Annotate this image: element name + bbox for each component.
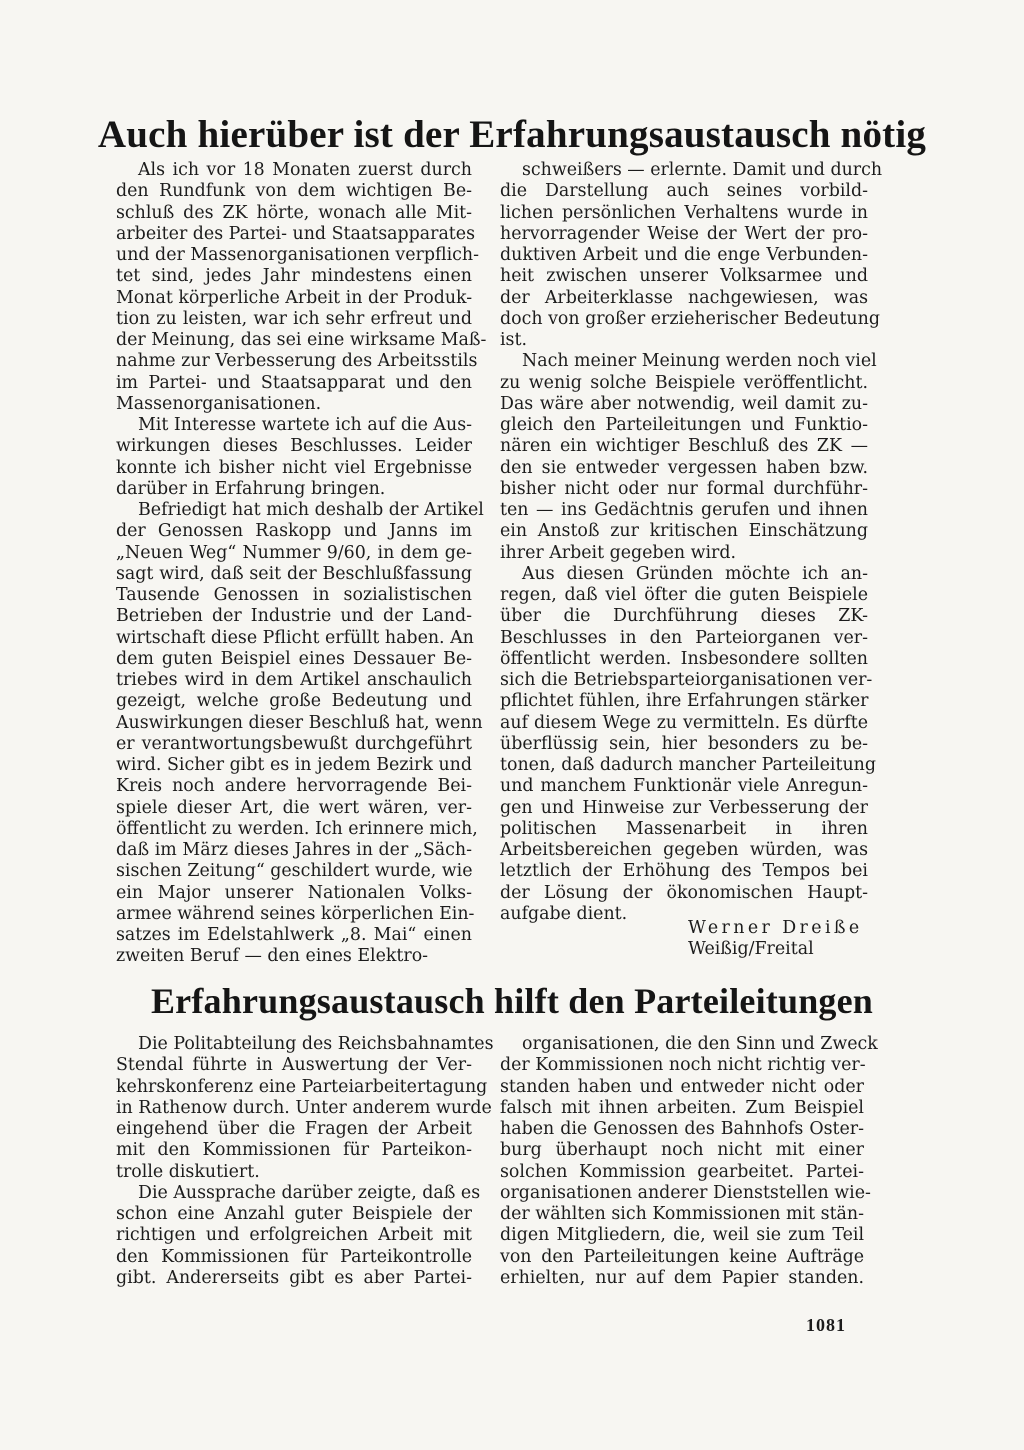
- author-signature: Werner Dreiße: [688, 918, 863, 938]
- text-line: standen haben und entweder nicht oder: [500, 1076, 864, 1097]
- text-line: organisationen anderer Dienststellen wie-: [500, 1182, 871, 1203]
- text-line: sischen Zeitung“ geschildert wurde, wie: [116, 861, 473, 882]
- text-line: nahme zur Verbesserung des Arbeitsstils: [116, 351, 478, 372]
- text-line: wirtschaft diese Pflicht erfüllt haben. An: [116, 627, 474, 648]
- text-line: kehrskonferenz eine Parteiarbeitertagung: [116, 1076, 488, 1097]
- text-line: darüber in Erfahrung bringen.: [116, 478, 386, 499]
- text-line: sich die Betriebsparteiorganisationen ver-: [500, 670, 873, 690]
- text-line: ten — ins Gedächtnis gerufen und ihnen: [500, 500, 868, 520]
- text-line: über die Durchführung dieses ZK-: [500, 606, 868, 627]
- text-line: Massenorganisationen.: [116, 393, 322, 414]
- text-line: dem guten Beispiel eines Dessauer Be-: [116, 648, 472, 669]
- text-line: den Kommissionen für Parteikontrolle: [116, 1246, 472, 1267]
- text-line: der Lösung der ökonomischen Haupt-: [500, 882, 868, 903]
- text-line: Das wäre aber notwendig, weil damit zu-: [500, 393, 868, 414]
- text-line: ihrer Arbeit gegeben wird.: [500, 542, 737, 563]
- text-line: „Neuen Weg“ Nummer 9/60, in dem ge-: [116, 542, 472, 563]
- text-line: armee während seines körperlichen Ein-: [116, 903, 475, 924]
- text-line: Auswirkungen dieser Beschluß hat, wenn: [116, 712, 483, 733]
- text-line: erhielten, nur auf dem Papier standen.: [500, 1267, 864, 1288]
- text-line: haben die Genossen des Bahnhofs Oster-: [500, 1119, 864, 1139]
- text-line: öffentlicht zu werden. Ich erinnere mich,: [116, 818, 478, 839]
- text-line: duktiven Arbeit und die enge Verbunden-: [500, 245, 868, 265]
- text-line: und manchem Funktionär viele Anregun-: [500, 776, 868, 797]
- text-line: burg überhaupt noch nicht mit einer: [500, 1140, 864, 1161]
- article-1-right-column: [500, 160, 883, 925]
- article-2-left-column: [116, 1034, 494, 1289]
- text-line: überflüssig sein, hier besonders zu be-: [500, 733, 868, 754]
- text-line: zweiten Beruf — den eines Elektro-: [116, 946, 429, 967]
- text-line: trolle diskutiert.: [116, 1161, 260, 1182]
- text-line: der Genossen Raskopp und Janns im: [116, 521, 472, 542]
- text-line: triebes wird in dem Artikel anschaulich: [116, 670, 472, 690]
- text-line: Beschlusses in den Parteiorganen ver-: [500, 627, 868, 648]
- text-line: ein Anstoß zur kritischen Einschätzung: [500, 521, 868, 542]
- text-line: die Darstellung auch seines vorbild-: [500, 181, 868, 202]
- article-2-right-column: [500, 1034, 878, 1289]
- text-line: organisationen, die den Sinn und Zweck: [522, 1034, 878, 1054]
- text-line: schon eine Anzahl guter Beispiele der: [116, 1204, 472, 1224]
- page-number: 1081: [806, 1315, 846, 1335]
- text-line: regen, daß viel öfter die guten Beispiele: [500, 585, 868, 605]
- text-line: Als ich vor 18 Monaten zuerst durch: [138, 160, 472, 180]
- text-line: bisher nicht oder nur formal durchführ-: [500, 478, 868, 499]
- text-line: daß im März dieses Jahres in der „Säch-: [116, 840, 472, 860]
- text-line: Die Aussprache darüber zeigte, daß es: [138, 1182, 481, 1203]
- text-line: er verantwortungsbewußt durchgeführt: [116, 733, 472, 754]
- text-line: Die Politabteilung des Reichsbahnamtes: [138, 1034, 494, 1054]
- article-2-title: Erfahrungsaustausch hilft den Parteileitungen: [150, 981, 874, 1021]
- text-line: gen und Hinweise zur Verbesserung der: [500, 797, 868, 818]
- text-line: Mit Interesse wartete ich auf die Aus-: [138, 415, 472, 435]
- text-line: schweißers — erlernte. Damit und durch: [522, 160, 883, 180]
- author-location: Weißig/Freital: [688, 939, 814, 959]
- text-line: öffentlicht werden. Insbesondere sollten: [500, 648, 868, 669]
- text-line: spiele dieser Art, die wert wären, ver-: [116, 797, 472, 818]
- text-line: in Rathenow durch. Unter anderem wurde: [116, 1097, 492, 1118]
- text-line: zu wenig solche Beispiele veröffentlicht.: [500, 372, 868, 393]
- text-line: gibt. Andererseits gibt es aber Partei-: [116, 1267, 472, 1288]
- text-line: sagt wird, daß seit der Beschlußfassung: [116, 563, 472, 584]
- text-line: wird. Sicher gibt es in jedem Bezirk und: [116, 755, 472, 775]
- text-line: doch von großer erzieherischer Bedeutung: [500, 308, 880, 329]
- text-line: Betrieben der Industrie und der Land-: [116, 606, 472, 627]
- text-line: im Partei- und Staatsapparat und den: [116, 372, 472, 393]
- text-line: arbeiter des Partei- und Staatsapparates: [116, 223, 476, 244]
- text-line: gleich den Parteileitungen und Funktio-: [500, 415, 868, 435]
- text-line: der Meinung, das sei eine wirksame Maß-: [116, 330, 487, 350]
- text-line: wirkungen dieses Beschlusses. Leider: [116, 436, 472, 457]
- text-line: tet sind, jedes Jahr mindestens einen: [116, 266, 472, 287]
- text-line: Befriedigt hat mich deshalb der Artikel: [138, 500, 484, 520]
- text-line: der Arbeiterklasse nachgewiesen, was: [500, 287, 868, 308]
- text-line: pflichtet fühlen, ihre Erfahrungen stärker: [500, 691, 869, 712]
- text-line: tonen, daß dadurch mancher Parteileitung: [500, 755, 876, 775]
- text-line: tion zu leisten, war ich sehr erfreut und: [116, 308, 472, 329]
- text-line: auf diesem Wege zu vermitteln. Es dürfte: [500, 712, 868, 733]
- text-line: eingehend über die Fragen der Arbeit: [116, 1119, 472, 1139]
- text-line: von den Parteileitungen keine Aufträge: [500, 1246, 864, 1267]
- text-line: den Rundfunk von dem wichtigen Be-: [116, 181, 472, 202]
- text-line: lichen persönlichen Verhaltens wurde in: [500, 202, 868, 223]
- text-line: Stendal führte in Auswertung der Ver-: [116, 1055, 472, 1076]
- text-line: politischen Massenarbeit in ihren: [500, 818, 868, 839]
- text-line: Monat körperliche Arbeit in der Produk-: [116, 287, 473, 308]
- text-line: Arbeitsbereichen gegeben würden, was: [500, 840, 868, 860]
- text-line: der Kommissionen noch nicht richtig ver-: [500, 1055, 866, 1076]
- text-line: letztlich der Erhöhung des Tempos bei: [500, 861, 868, 882]
- text-line: Kreis noch andere hervorragende Bei-: [116, 776, 472, 797]
- text-line: heit zwischen unserer Volksarmee und: [500, 266, 868, 287]
- text-line: digen Mitgliedern, die, weil sie zum Teil: [500, 1225, 864, 1246]
- text-line: solchen Kommission gearbeitet. Partei-: [500, 1161, 864, 1182]
- text-line: richtigen und erfolgreichen Arbeit mit: [116, 1225, 472, 1246]
- text-line: mit den Kommissionen für Parteikon-: [116, 1140, 472, 1161]
- text-line: ist.: [500, 330, 528, 350]
- text-line: satzes im Edelstahlwerk „8. Mai“ einen: [116, 925, 472, 945]
- text-line: gezeigt, welche große Bedeutung und: [116, 691, 472, 712]
- text-line: aufgabe dient.: [500, 903, 628, 924]
- text-line: und der Massenorganisationen verpflich-: [116, 245, 479, 265]
- text-line: Tausende Genossen in sozialistischen: [116, 585, 472, 605]
- text-line: den sie entweder vergessen haben bzw.: [500, 457, 868, 478]
- text-line: ein Major unserer Nationalen Volks-: [116, 882, 472, 903]
- text-line: nären ein wichtiger Beschluß des ZK —: [500, 436, 868, 457]
- text-line: falsch mit ihnen arbeiten. Zum Beispiel: [500, 1097, 864, 1118]
- text-line: Aus diesen Gründen möchte ich an-: [522, 563, 868, 584]
- text-line: der wählten sich Kommissionen mit stän-: [500, 1204, 864, 1224]
- article-1-title: Auch hierüber ist der Erfahrungsaustausch nötig: [97, 113, 927, 156]
- text-line: konnte ich bisher nicht viel Ergebnisse: [116, 457, 472, 478]
- text-line: hervorragender Weise der Wert der pro-: [500, 223, 868, 244]
- text-line: Nach meiner Meinung werden noch viel: [522, 351, 877, 372]
- article-1-left-column: [116, 160, 487, 968]
- text-line: schluß des ZK hörte, wonach alle Mit-: [116, 202, 472, 223]
